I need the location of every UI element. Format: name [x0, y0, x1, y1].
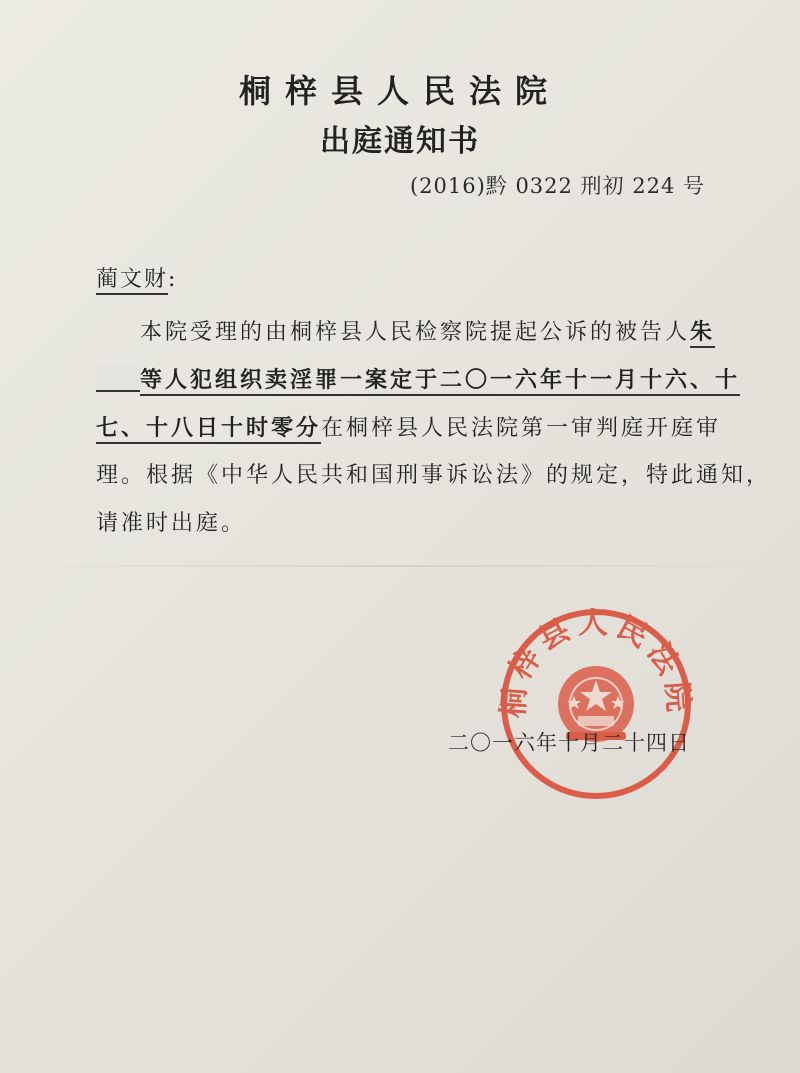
redacted-name-block — [96, 366, 140, 392]
body-line-1 — [96, 308, 716, 356]
addressee-name: 蔺文财 — [96, 267, 168, 295]
body-line-4: 理。根据《中华人民共和国刑事诉讼法》的规定，特此通知， — [96, 463, 772, 488]
hearing-time: 七、十八日十时零分 — [96, 415, 321, 444]
body-line-3 — [96, 404, 722, 452]
body-line-5: 请准时出庭。 — [96, 511, 247, 536]
addressee-colon: : — [168, 267, 178, 292]
body-line-2 — [96, 356, 741, 404]
seal-text-path: 桐梓县人民法院 — [496, 606, 696, 719]
court-seal — [496, 604, 696, 804]
addressee — [96, 262, 177, 293]
case-number: (2016)黔 0322 刑初 224 号 — [409, 174, 705, 198]
document-title: 出庭通知书 — [320, 124, 480, 159]
body-line-1-text: 本院受理的由桐梓县人民检察院提起公诉的被告人 — [140, 320, 691, 345]
hearing-location: 在桐梓县人民法院第一审判庭开庭审 — [321, 416, 722, 441]
notice-body — [96, 308, 772, 548]
paper-fold — [0, 565, 800, 567]
defendant-name: 朱 — [690, 319, 715, 348]
court-name: 桐梓县人民法院 — [238, 72, 561, 110]
charge-and-date: 等人犯组织卖淫罪一案定于二〇一六年十一月十六、十 — [140, 367, 740, 396]
issue-date: 二〇一六年十月二十四日 — [448, 731, 690, 755]
